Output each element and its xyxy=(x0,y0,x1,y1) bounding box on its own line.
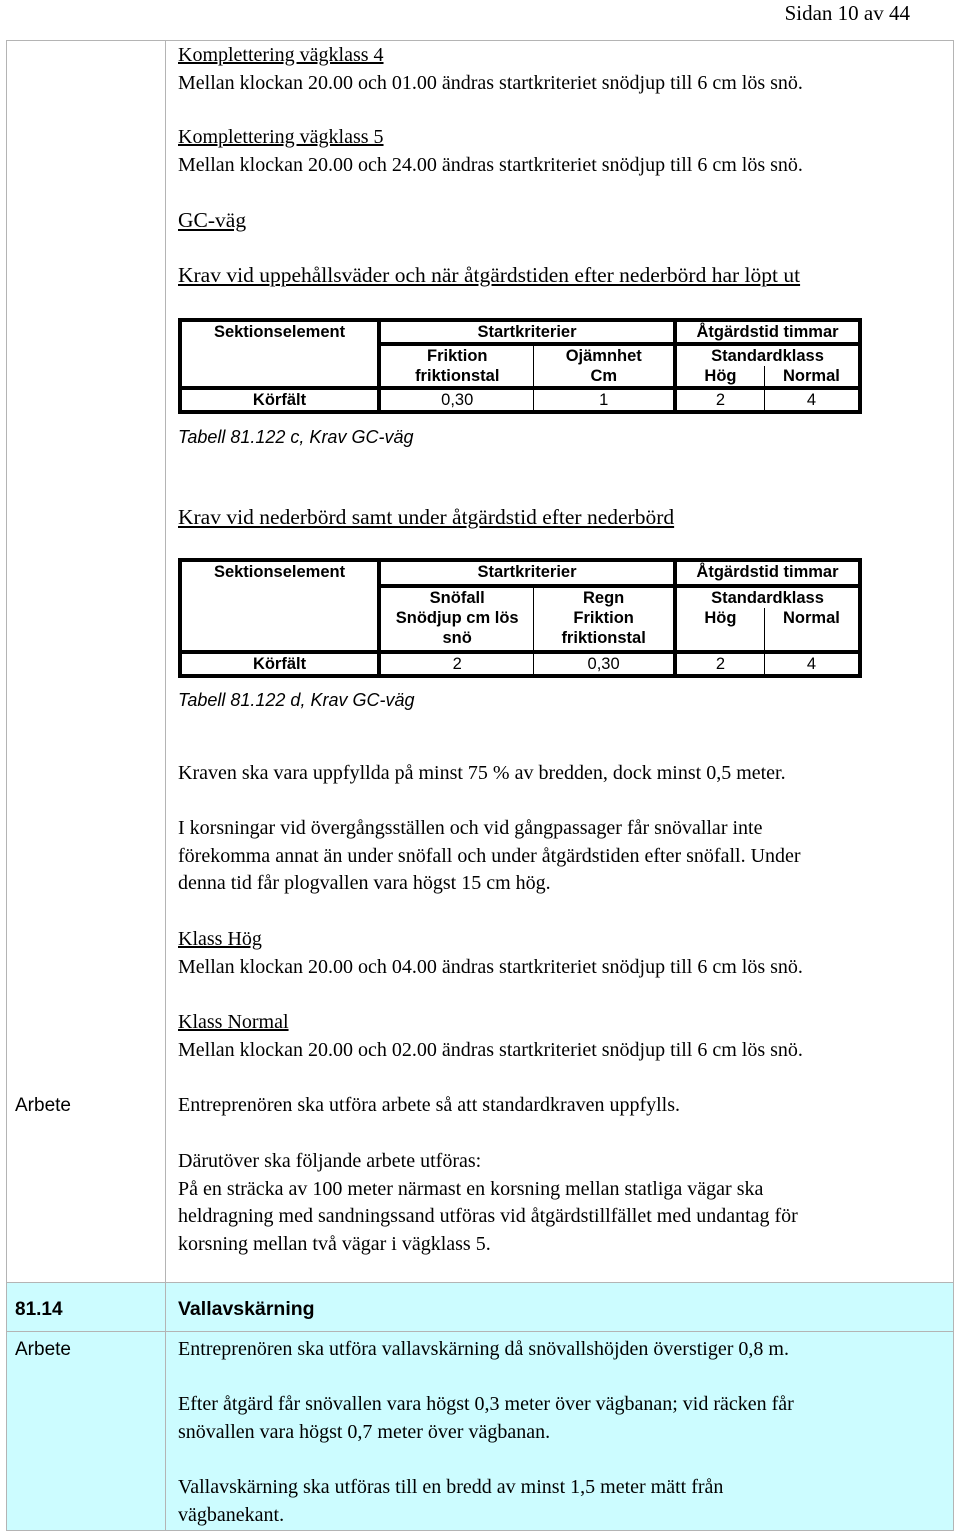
table-c-sub-ojamnhet: Ojämnhet xyxy=(534,344,675,366)
table-c-unit-friktionstal: friktionstal xyxy=(379,366,534,388)
vallavskarning-p3-line1: Vallavskärning ska utföras till en bredd av minst 1,5 meter mätt från xyxy=(178,1476,724,1498)
table-d-cell-regn: 0,30 xyxy=(534,652,675,676)
column-divider xyxy=(165,40,166,1531)
table-c-cell-hog: 2 xyxy=(675,388,764,412)
klass-normal-heading: Klass Normal xyxy=(178,1011,289,1033)
table-d-heading: Krav vid nederbörd samt under åtgärdstid efter nederbörd xyxy=(178,505,675,529)
table-c-unit-hog: Hög xyxy=(675,366,764,388)
table-d-unit-normal: Normal xyxy=(764,608,860,652)
klass-hog-heading: Klass Hög xyxy=(178,928,262,950)
row-divider xyxy=(6,1331,954,1332)
table-d-col-start: Startkriterier xyxy=(379,560,675,586)
table-d-unit-friktion: Friktion xyxy=(573,609,634,627)
table-d-unit-friktionstal: friktionstal xyxy=(561,629,646,647)
vk4-text: Mellan klockan 20.00 och 01.00 ändras startkriteriet snödjup till 6 cm lös snö. xyxy=(178,71,803,94)
table-d-sub-snofall: Snöfall xyxy=(379,586,534,608)
table-c-col-start: Startkriterier xyxy=(379,320,675,344)
gc-heading: GC-väg xyxy=(178,208,247,232)
vk5-text: Mellan klockan 20.00 och 24.00 ändras startkriteriet snödjup till 6 cm lös snö. xyxy=(178,153,803,176)
vallavskarning-p2-line2: snövallen vara högst 0,7 meter över vägbanan. xyxy=(178,1420,551,1443)
arbete-p2-line4: korsning mellan två vägar i vägklass 5. xyxy=(178,1232,491,1255)
table-c-heading: Krav vid uppehållsväder och när åtgärdstiden efter nederbörd har löpt ut xyxy=(178,263,801,287)
arbete-p2-line3: heldragning med sandningssand utföras vid åtgärdstillfället med undantag för xyxy=(178,1205,798,1227)
arbete-label-2: Arbete xyxy=(15,1339,71,1360)
table-d-unit-snodjup: Snödjup cm lös xyxy=(395,609,519,627)
page-number: Sidan 10 av 44 xyxy=(784,1,910,25)
vallavskarning-p3-line2: vägbanekant. xyxy=(178,1503,285,1526)
body-p2-line2: förekomma annat än under snöfall och under åtgärdstiden efter snöfall. Under xyxy=(178,844,801,867)
vallavskarning-p1: Entreprenören ska utföra vallavskärning då snövallshöjden överstiger 0,8 m. xyxy=(178,1338,789,1360)
arbete-p1: Entreprenören ska utföra arbete så att standardkraven uppfylls. xyxy=(178,1094,681,1116)
table-c xyxy=(178,318,862,414)
table-c-caption: Tabell 81.122 c, Krav GC-väg xyxy=(178,427,414,447)
table-d-unit-snodjup-line2: snö xyxy=(442,629,472,647)
table-d-row-label: Körfält xyxy=(180,652,379,676)
table-d-sub-regn: Regn xyxy=(534,586,675,608)
table-d-unit-hog: Hög xyxy=(675,608,764,652)
table-c-unit-cm: Cm xyxy=(534,366,675,388)
section-number: 81.14 xyxy=(15,1299,63,1320)
arbete-label: Arbete xyxy=(15,1095,71,1116)
table-d xyxy=(178,558,862,678)
table-c-col-time: Åtgärdstid timmar xyxy=(675,320,860,344)
table-d-col-section: Sektionselement xyxy=(213,563,346,581)
vk5-heading: Komplettering vägklass 5 xyxy=(178,126,384,148)
table-d-sub-standardklass: Standardklass xyxy=(675,586,860,608)
vk4-heading: Komplettering vägklass 4 xyxy=(178,44,384,66)
body-p2-line1: I korsningar vid övergångsställen och vid gångpassager får snövallar inte xyxy=(178,817,763,839)
table-c-sub-standardklass: Standardklass xyxy=(675,344,860,366)
table-d-cell-normal: 4 xyxy=(764,652,860,676)
row-divider xyxy=(6,1282,954,1283)
table-d-cell-hog: 2 xyxy=(675,652,764,676)
table-c-sub-friktion: Friktion xyxy=(379,344,534,366)
table-d-cell-snofall: 2 xyxy=(379,652,534,676)
table-c-row-label: Körfält xyxy=(180,388,379,412)
section-title: Vallavskärning xyxy=(178,1298,315,1320)
body-p1: Kraven ska vara uppfyllda på minst 75 % av bredden, dock minst 0,5 meter. xyxy=(178,762,786,784)
table-d-col-time: Åtgärdstid timmar xyxy=(675,560,860,586)
vallavskarning-p2-line1: Efter åtgärd får snövallen vara högst 0,3 meter över vägbanan; vid räcken får xyxy=(178,1393,794,1415)
klass-normal-text: Mellan klockan 20.00 och 02.00 ändras startkriteriet snödjup till 6 cm lös snö. xyxy=(178,1038,803,1061)
arbete-p2-line2: På en sträcka av 100 meter närmast en korsning mellan statliga vägar ska xyxy=(178,1177,764,1200)
table-c-col-section: Sektionselement xyxy=(213,323,346,341)
body-p2-line3: denna tid får plogvallen vara högst 15 cm hög. xyxy=(178,872,551,894)
klass-hog-text: Mellan klockan 20.00 och 04.00 ändras startkriteriet snödjup till 6 cm lös snö. xyxy=(178,955,803,978)
table-c-unit-normal: Normal xyxy=(764,366,860,388)
table-c-cell-ojamnhet: 1 xyxy=(534,388,675,412)
table-c-cell-friktion: 0,30 xyxy=(379,388,534,412)
table-d-caption: Tabell 81.122 d, Krav GC-väg xyxy=(178,690,415,710)
arbete-p2-line1: Därutöver ska följande arbete utföras: xyxy=(178,1150,482,1172)
table-c-cell-normal: 4 xyxy=(764,388,860,412)
